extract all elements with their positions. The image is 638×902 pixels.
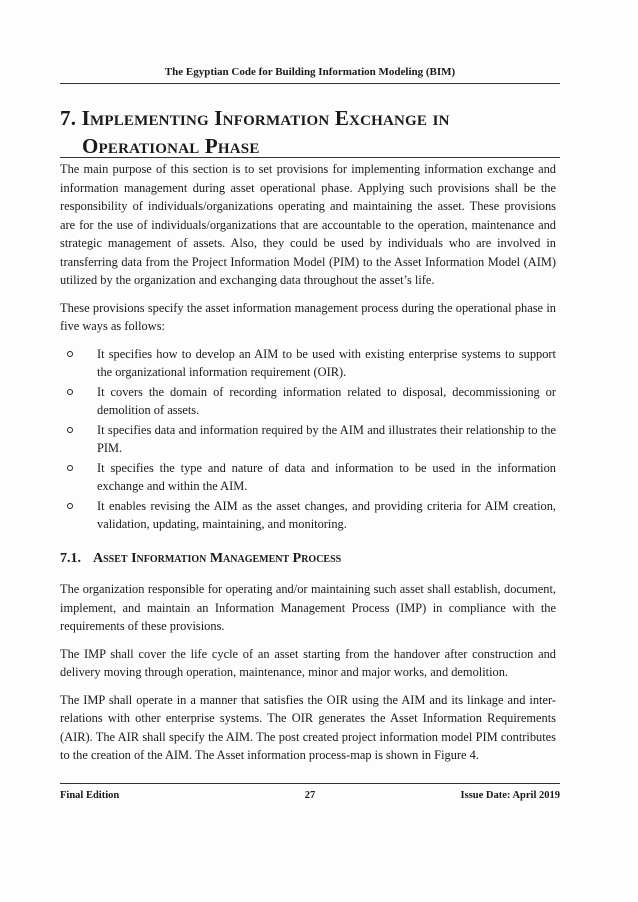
list-item-text: It specifies the type and nature of data and information to be used in the information exchange and within the AIM. (97, 460, 556, 493)
list-item-text: It covers the domain of recording information related to disposal, decommissioning or demolition of assets. (97, 384, 556, 417)
list-item-text: It enables revising the AIM as the asset changes, and providing criteria for AIM creation, validation, updating, maintaining, and monitoring. (97, 498, 556, 531)
chapter-title (60, 104, 560, 160)
chapter-title-line2: Operational Phase (82, 134, 260, 158)
list-item-text: It specifies data and information required by the AIM and illustrates their relationship to the PIM. (97, 422, 556, 455)
list-item (60, 345, 556, 382)
header-rule (60, 83, 560, 84)
section-heading (60, 550, 556, 569)
issue-date: Issue Date: April 2019 (460, 790, 560, 801)
chapter-title-line1: Implementing Information Exchange in (81, 106, 450, 130)
bullet-icon (67, 503, 73, 509)
list-item (60, 421, 556, 458)
page-number: 27 (304, 790, 316, 801)
edition-label: Final Edition (60, 790, 120, 801)
section-number: 7.1. (60, 550, 81, 566)
bullet-icon (67, 427, 73, 433)
list-item-text: It specifies how to develop an AIM to be used with existing enterprise systems to support the organizational information requirement (OIR). (97, 346, 556, 379)
section-paragraph: The organization responsible for operating and/or maintaining such asset shall establish, document, implement, and maintain an Information Management Process (IMP) in compliance with the requirements of these provisions. (60, 582, 556, 633)
list-item (60, 383, 556, 420)
bullet-icon (67, 389, 73, 395)
running-header: The Egyptian Code for Building Information Modeling (BIM) (164, 66, 456, 78)
bullet-icon (67, 465, 73, 471)
bullet-list (60, 345, 556, 534)
list-item (60, 497, 556, 534)
chapter-number: 7. (60, 106, 77, 130)
footer-rule (60, 783, 560, 784)
body-text (60, 160, 556, 774)
bullet-icon (67, 351, 73, 357)
section-title: Asset Information Management Process (93, 550, 342, 566)
intro-paragraph: The main purpose of this section is to set provisions for implementing information exchange and information management during asset operational phase. Applying such provisions shall be the responsibility of individuals/organizations operating and maintaining the asset. These provisions are for the use of individuals/organizations that are accountable to the operation, maintenance and strategic management of assets. Also, they could be used by individuals who are involved in transferring data from the Project Information Model (PIM) to the Asset Information Model (AIM) utilized by the organization and exchanging data throughout the asset’s life. (60, 162, 556, 287)
list-item (60, 459, 556, 496)
section-paragraph: The IMP shall cover the life cycle of an asset starting from the handover after construction and delivery moving through operation, maintenance, minor and major works, and demolition. (60, 646, 556, 679)
provisions-paragraph: These provisions specify the asset information management process during the operational phase in five ways as follows: (60, 300, 556, 333)
section-paragraph: The IMP shall operate in a manner that satisfies the OIR using the AIM and its linkage and inter-relations with other enterprise systems. The OIR generates the Asset Information Requirements (AIR). The AIR shall specify the AIM. The post created project information model PIM contributes to the creation of the AIM. The Asset information process-map is shown in Figure 4. (60, 692, 556, 762)
title-rule (60, 157, 560, 158)
